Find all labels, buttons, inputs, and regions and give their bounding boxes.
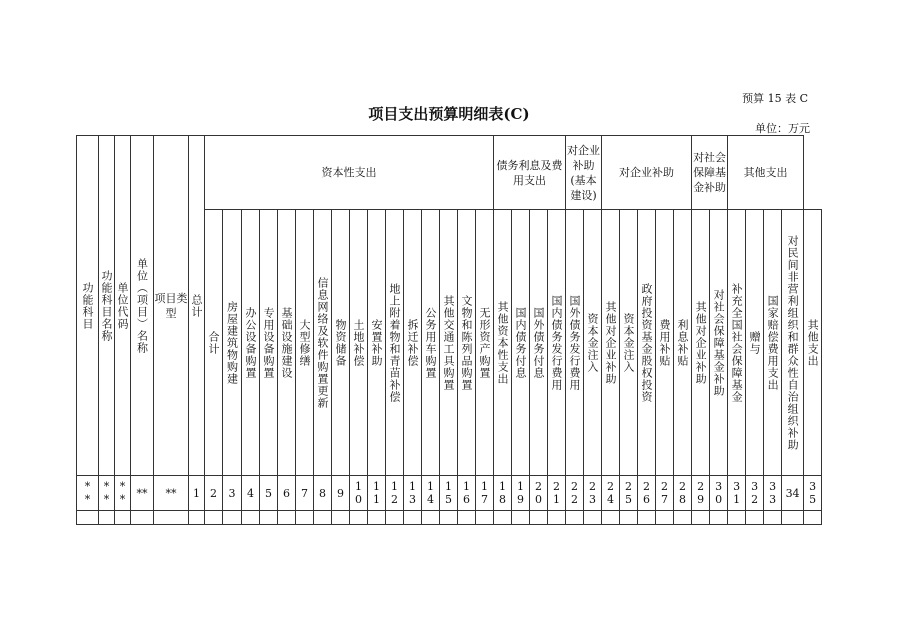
cell-index: 13 <box>404 476 422 511</box>
sub-header: 土地补偿 <box>350 210 368 476</box>
sub-header: 专用设备购置 <box>260 210 278 476</box>
sub-header: 公务用车购置 <box>422 210 440 476</box>
cell-index: 15 <box>440 476 458 511</box>
cell-index: 34 <box>782 476 804 511</box>
cell-index: 8 <box>314 476 332 511</box>
cell-index: 28 <box>674 476 692 511</box>
cell-index: 19 <box>512 476 530 511</box>
sub-header: 地上附着物和青苗补偿 <box>386 210 404 476</box>
cell-index: 11 <box>368 476 386 511</box>
empty-row <box>77 511 822 525</box>
cell-project-type: ** <box>154 476 189 511</box>
sub-header: 其他对企业补助 <box>692 210 710 476</box>
cell-index: 1 <box>189 476 205 511</box>
cell-index: 32 <box>746 476 764 511</box>
cell-index: 9 <box>332 476 350 511</box>
cell-function-name: ** <box>99 476 115 511</box>
form-code: 预算 15 表 C <box>742 92 808 105</box>
cell-index: 31 <box>728 476 746 511</box>
sub-header: 其他资本性支出 <box>494 210 512 476</box>
cell-index: 22 <box>566 476 584 511</box>
cell-index: 24 <box>602 476 620 511</box>
sub-header: 文物和陈列品购置 <box>458 210 476 476</box>
cell-index: 17 <box>476 476 494 511</box>
group-enterprise-capital: 对企业补助(基本建设) <box>566 136 602 210</box>
sub-header: 其他交通工具购置 <box>440 210 458 476</box>
sub-header: 资本金注入 <box>584 210 602 476</box>
cell-index: 14 <box>422 476 440 511</box>
sub-header: 国外债务发行费用 <box>566 210 584 476</box>
sub-header: 对民间非营利组织和群众性自治组织补助 <box>782 210 804 476</box>
sub-header: 费用补贴 <box>656 210 674 476</box>
sub-header: 其他支出 <box>804 210 822 476</box>
group-other: 其他支出 <box>728 136 804 210</box>
cell-function-code: ** <box>77 476 99 511</box>
cell-index: 27 <box>656 476 674 511</box>
header-total: 总计 <box>189 136 205 476</box>
sub-header: 物资储备 <box>332 210 350 476</box>
cell-index: 10 <box>350 476 368 511</box>
cell-index: 35 <box>804 476 822 511</box>
cell-index: 20 <box>530 476 548 511</box>
cell-unit-name: ** <box>131 476 154 511</box>
cell-index: 29 <box>692 476 710 511</box>
group-debt: 债务利息及费用支出 <box>494 136 566 210</box>
sub-header: 无形资产购置 <box>476 210 494 476</box>
cell-index: 18 <box>494 476 512 511</box>
cell-index: 21 <box>548 476 566 511</box>
sub-header: 利息补贴 <box>674 210 692 476</box>
sub-header: 信息网络及软件购置更新 <box>314 210 332 476</box>
header-unit-name: 单位（项目）名称 <box>131 136 154 476</box>
cell-index: 4 <box>242 476 260 511</box>
cell-index: 12 <box>386 476 404 511</box>
sub-header: 拆迁补偿 <box>404 210 422 476</box>
group-capital: 资本性支出 <box>205 136 494 210</box>
cell-index: 3 <box>223 476 242 511</box>
group-enterprise: 对企业补助 <box>602 136 692 210</box>
cell-index: 5 <box>260 476 278 511</box>
sub-header: 大型修缮 <box>296 210 314 476</box>
cell-index: 16 <box>458 476 476 511</box>
unit-label: 单位：万元 <box>755 122 810 135</box>
table-row <box>77 476 822 511</box>
sub-header: 基础设施建设 <box>278 210 296 476</box>
cell-index: 7 <box>296 476 314 511</box>
sub-header: 国内债务付息 <box>512 210 530 476</box>
sub-header: 国内债务发行费用 <box>548 210 566 476</box>
sub-header: 补充全国社会保障基金 <box>728 210 746 476</box>
header-function-code: 功能科目 <box>77 136 99 476</box>
sub-header: 国外债务付息 <box>530 210 548 476</box>
sub-header: 政府投资基金股权投资 <box>638 210 656 476</box>
header-function-name: 功能科目名称 <box>99 136 115 476</box>
sub-header: 资本金注入 <box>620 210 638 476</box>
cell-unit-code: ** <box>115 476 131 511</box>
sub-header: 合计 <box>205 210 223 476</box>
header-unit-code: 单位代码 <box>115 136 131 476</box>
budget-detail-table <box>76 135 822 525</box>
cell-index: 33 <box>764 476 782 511</box>
cell-index: 26 <box>638 476 656 511</box>
page-title: 项目支出预算明细表(C) <box>368 105 530 123</box>
sub-header: 国家赔偿费用支出 <box>764 210 782 476</box>
sub-header: 房屋建筑物购建 <box>223 210 242 476</box>
cell-index: 23 <box>584 476 602 511</box>
cell-index: 6 <box>278 476 296 511</box>
cell-index: 25 <box>620 476 638 511</box>
header-project-type: 项目类型 <box>154 136 189 476</box>
sub-header: 安置补助 <box>368 210 386 476</box>
cell-index: 30 <box>710 476 728 511</box>
sub-header: 赠与 <box>746 210 764 476</box>
sub-header: 办公设备购置 <box>242 210 260 476</box>
sub-header: 其他对企业补助 <box>602 210 620 476</box>
sub-header: 对社会保障基金补助 <box>710 210 728 476</box>
cell-index: 2 <box>205 476 223 511</box>
group-social: 对社会保障基金补助 <box>692 136 728 210</box>
